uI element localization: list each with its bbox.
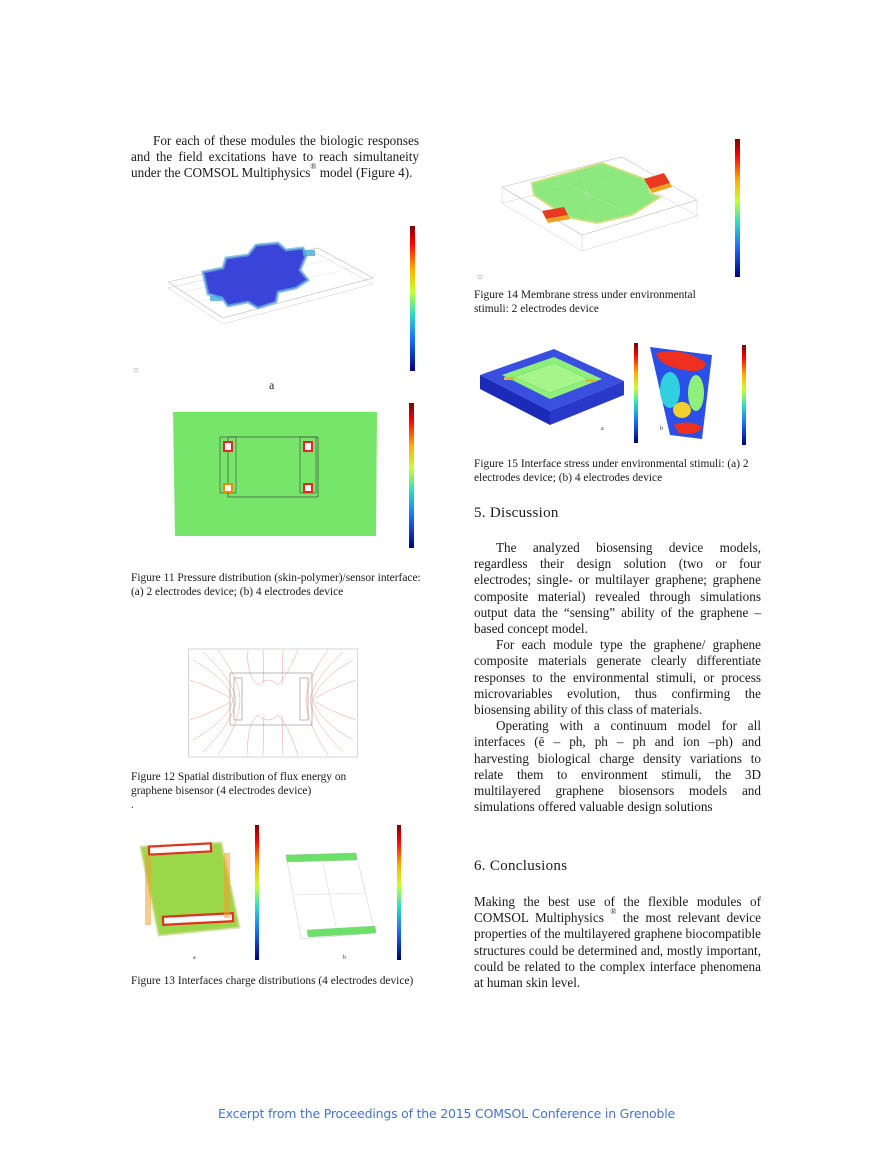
figure-12 [188, 640, 358, 758]
intro-paragraph [131, 133, 419, 182]
figure-14-caption [474, 288, 764, 316]
figure-11-caption: Figure 11 Pressure distribution (skin-polymer)/sensor interface: (a) 2 electrodes device; (b) 4 electrodes device [131, 572, 421, 599]
page-footer: Excerpt from the Proceedings of the 2015 COMSOL Conference in Grenoble [217, 1106, 675, 1121]
intro-text: For each of these modules the biologic responses and the field excitations have to reach simultaneity under the COMSOL Multiphysics [131, 133, 419, 181]
intro-text-end: model (Figure 4). [316, 165, 413, 181]
conclusions-text: Making the best use of the flexible modules of COMSOL Multiphysics [474, 894, 761, 926]
registered-mark: ® [610, 907, 617, 917]
figure-14-caption-line1: Figure 14 Membrane stress under environmental [474, 289, 696, 301]
figure-11a-label: a [269, 378, 275, 392]
registered-mark: ® [310, 162, 317, 172]
conclusions-body [474, 894, 761, 991]
figure-11b [170, 395, 420, 555]
figure-15b-label: b [660, 426, 663, 432]
figure-12-caption-line2: graphene bisensor (4 electrodes device) [131, 785, 312, 798]
figure-12-trailing-dot: . [131, 799, 134, 812]
figure-11a [128, 210, 423, 380]
discussion-paragraph-1: The analyzed biosensing device models, regardless their design solution (two or four electrodes; single- or multilayer graphene; graphene composite material) revealed through simulations output data the “sensing” ability of the graphene –based concept model. [474, 540, 761, 637]
figure-13 [131, 815, 419, 970]
figure-13a-label: a [193, 955, 196, 961]
figure-15-caption: Figure 15 Interface stress under environmental stimuli: (a) 2 electrodes device; (b) 4 electrodes device [474, 458, 749, 485]
conclusions-paragraph [474, 894, 761, 991]
conclusions-heading: 6. Conclusions [474, 858, 568, 874]
figure-13-caption: Figure 13 Interfaces charge distributions (4 electrodes device) [131, 975, 414, 987]
discussion-heading: 5. Discussion [474, 505, 559, 521]
figure-12-caption-line1: Figure 12 Spatial distribution of flux energy on [131, 771, 347, 783]
discussion-paragraph-2: For each module type the graphene/ graphene composite materials generate clearly differentiate responses to the environmental stimuli, or process microvariables evolution, thus confirming the biosensing ability of this class of materials. [474, 637, 761, 718]
discussion-body [474, 540, 761, 815]
figure-15a-label: a [601, 426, 604, 432]
figure-13b-label: b [343, 955, 346, 961]
figure-14 [472, 125, 762, 285]
figure-14-caption-line2: stimuli: 2 electrodes device [474, 303, 599, 316]
figure-12-caption [131, 770, 421, 813]
conclusions-text-end: the most relevant device properties of the multilayered graphene biocompatible structures could be determined and, mostly important, could be related to the complex interface phenomena at human skin level. [474, 910, 762, 991]
discussion-paragraph-3: Operating with a continuum model for all interfaces (ē – ph, ph – ph and ion –ph) and harvesting biological charge density variations to relate them to environment stimuli, the 3D multilayered graphene biosensors models and simulations offered valuable design solutions [474, 718, 761, 815]
figure-15 [474, 335, 764, 447]
